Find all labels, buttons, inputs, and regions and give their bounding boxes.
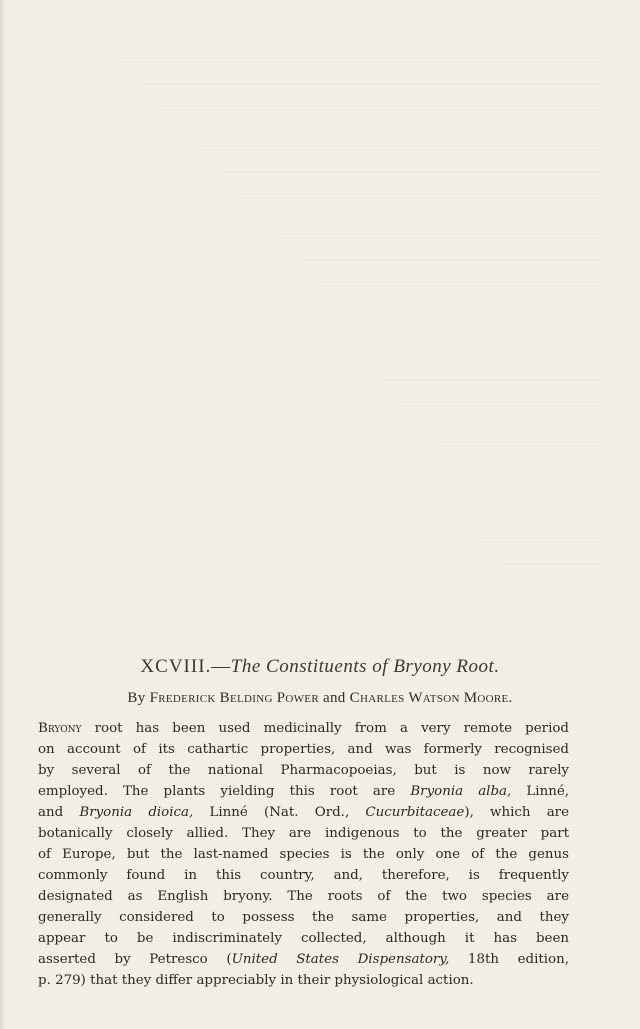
- text-line: [38, 844, 569, 865]
- text-segment: asserted by Petresco (: [38, 952, 232, 967]
- italic-segment: Cucurbitaceae: [365, 805, 465, 820]
- author-1: Frederick Belding Power: [149, 690, 319, 706]
- article-title: The Constituents of Bryony Root.: [230, 656, 500, 677]
- text-segment: designated as English bryony. The roots of the two species are: [38, 889, 569, 904]
- italic-segment: Bryonia dioica,: [79, 805, 194, 820]
- author-2: Charles Watson Moore.: [349, 690, 513, 706]
- article-heading: [0, 656, 640, 678]
- text-segment: p. 279) that they differ appreciably in their physiological action.: [38, 973, 474, 988]
- text-segment: on account of its cathartic properties, and was formerly recognised: [38, 742, 569, 757]
- text-line: [38, 781, 569, 802]
- text-line: [38, 739, 569, 760]
- text-segment: appear to be indiscriminately collected, although it has been: [38, 931, 569, 946]
- text-line: [38, 865, 569, 886]
- text-segment: root has been used medicinally from a very remote period: [81, 721, 569, 736]
- byline-conjunction: and: [323, 690, 346, 706]
- smallcaps-segment: Bryony: [38, 721, 82, 736]
- text-line: [38, 760, 569, 781]
- text-line: [38, 928, 569, 949]
- text-line: [38, 970, 569, 991]
- text-line: [38, 886, 569, 907]
- text-line: [38, 823, 569, 844]
- text-line: [38, 802, 569, 823]
- text-line: [38, 907, 569, 928]
- text-segment: by several of the national Pharmacopoeias, but is now rarely: [38, 763, 569, 778]
- text-segment: of Europe, but the last-named species is the only one of the genus: [38, 847, 569, 862]
- byline-prefix: By: [127, 690, 146, 706]
- text-segment: Linné (Nat. Ord.,: [193, 805, 366, 820]
- page-gutter: [0, 0, 6, 1029]
- text-segment: commonly found in this country, and, therefore, is frequently: [38, 868, 569, 883]
- italic-segment: United States Dispensatory,: [231, 952, 450, 967]
- text-segment: Linné,: [511, 784, 569, 799]
- article-number: XCVIII.: [140, 656, 212, 677]
- text-segment: and: [38, 805, 80, 820]
- text-segment: 18th edition,: [449, 952, 569, 967]
- italic-segment: Bryonia alba,: [410, 784, 512, 799]
- text-segment: ), which are: [464, 805, 569, 820]
- text-segment: botanically closely allied. They are indigenous to the greater part: [38, 826, 569, 841]
- text-line: [38, 949, 569, 970]
- byline: [0, 690, 640, 707]
- text-segment: generally considered to possess the same properties, and they: [38, 910, 569, 925]
- text-line: [38, 718, 569, 739]
- body-paragraph: [38, 718, 569, 991]
- text-segment: employed. The plants yielding this root are: [38, 784, 411, 799]
- heading-dash: —: [211, 656, 231, 677]
